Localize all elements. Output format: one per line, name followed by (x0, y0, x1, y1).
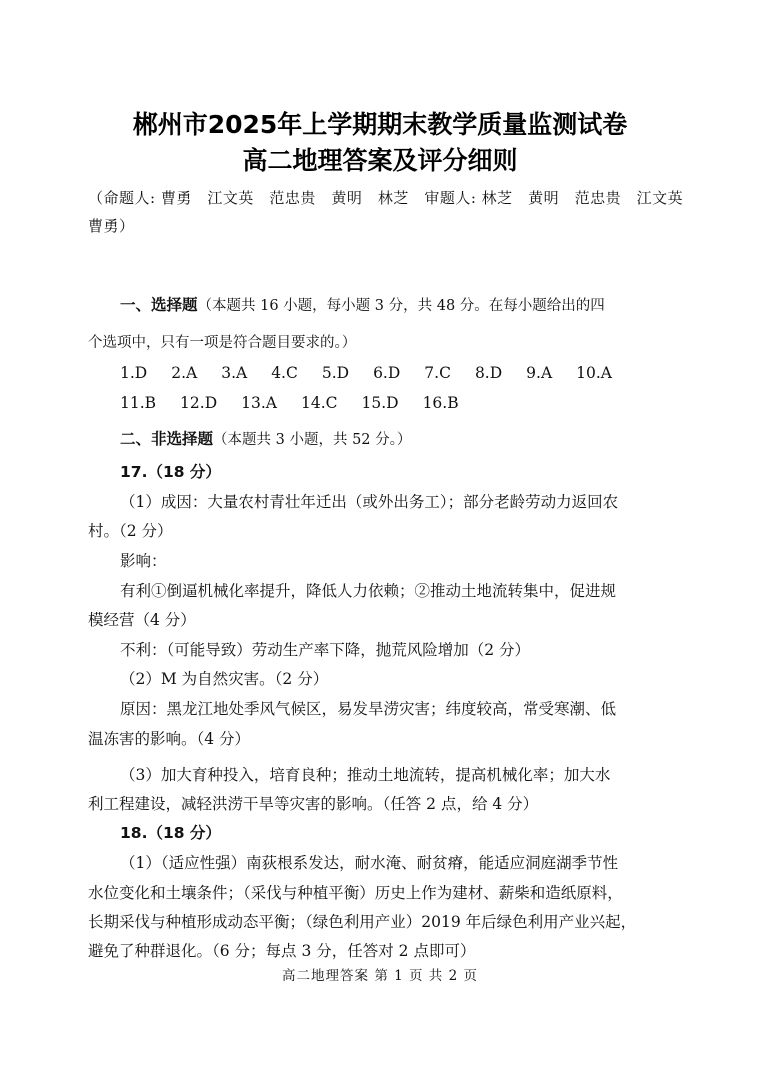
answer-item: 15.D (361, 394, 399, 412)
q18-line: 避免了种群退化。（6 分；每点 3 分，任答对 2 点即可） (88, 942, 476, 960)
answer-item: 1.D (120, 364, 148, 382)
q17-line: 村。（2 分） (88, 522, 173, 540)
q17-line: （1）成因：大量农村青壮年迁出（或外出务工）；部分老龄劳动力返回农 (120, 493, 619, 511)
q17-line: 模经营（4 分） (88, 611, 196, 629)
section2-heading-line (120, 428, 411, 451)
section1-note: （本题共 16 小题，每小题 3 分，共 48 分。在每小题给出的四 (197, 298, 605, 314)
answer-item: 9.A (526, 364, 553, 382)
q17-line: 影响： (120, 552, 167, 570)
section1-heading-line (120, 294, 605, 317)
answer-item: 16.B (422, 394, 459, 412)
q17-line: （3）加大育种投入，培育良种；推动土地流转，提高机械化率；加大水 (120, 766, 611, 784)
answer-item: 13.A (241, 394, 277, 412)
section1-note-line2: 个选项中，只有一项是符合题目要求的。） (88, 335, 357, 351)
answer-item: 6.D (373, 364, 401, 382)
authors-line: （命题人: 曹勇 江文英 范忠贵 黄明 林芝 审题人: 林芝 黄明 范忠贵 江文英 曹勇） (88, 189, 699, 235)
q18-heading: 18.（18 分） (120, 824, 221, 842)
exam-subtitle: 高二地理答案及评分细则 (242, 146, 518, 175)
q18-line: 水位变化和土壤条件；（采伐与种植平衡）历史上作为建材、薪柴和造纸原料， (88, 884, 623, 902)
answer-item: 3.A (221, 364, 248, 382)
answer-item: 8.D (474, 364, 503, 382)
answer-item: 11.B (120, 394, 157, 412)
answer-item: 10.A (576, 364, 612, 382)
q17-line: 有利①倒逼机械化率提升，降低人力依赖；②推动土地流转集中，促进规 (120, 582, 617, 600)
q17-line: 温冻害的影响。（4 分） (88, 730, 251, 748)
answer-item: 4.C (271, 364, 298, 382)
answer-item: 7.C (424, 364, 451, 382)
answer-item: 14.C (300, 394, 338, 412)
exam-title: 郴州市2025年上学期期末教学质量监测试卷 (132, 110, 628, 139)
q17-line: 不利：（可能导致）劳动生产率下降，抛荒风险增加（2 分） (120, 641, 531, 659)
q18-line: （1）（适应性强）南荻根系发达，耐水淹、耐贫瘠，能适应洞庭湖季节性 (120, 854, 619, 872)
q17-line: （2）M 为自然灾害。（2 分） (120, 670, 329, 688)
q17-line: 利工程建设，减轻洪涝干旱等灾害的影响。（任答 2 点，给 4 分） (88, 795, 539, 813)
answer-item: 12.D (180, 394, 218, 412)
answers-row-2 (120, 392, 483, 414)
answer-item: 2.A (171, 364, 198, 382)
answers-row-1 (120, 362, 636, 384)
q18-line: 长期采伐与种植形成动态平衡；（绿色利用产业）2019 年后绿色利用产业兴起， (88, 913, 637, 931)
page-footer: 高二地理答案 第 1 页 共 2 页 (282, 968, 478, 984)
section2-heading: 二、非选择题 (120, 430, 214, 448)
q17-heading: 17.（18 分） (120, 463, 221, 481)
q17-line: 原因：黑龙江地处季风气候区，易发旱涝灾害；纬度较高，常受寒潮、低 (120, 700, 617, 718)
answer-item: 5.D (321, 364, 350, 382)
section1-heading: 一、选择题 (120, 296, 198, 314)
section2-note: （本题共 3 小题，共 52 分。） (213, 432, 412, 448)
